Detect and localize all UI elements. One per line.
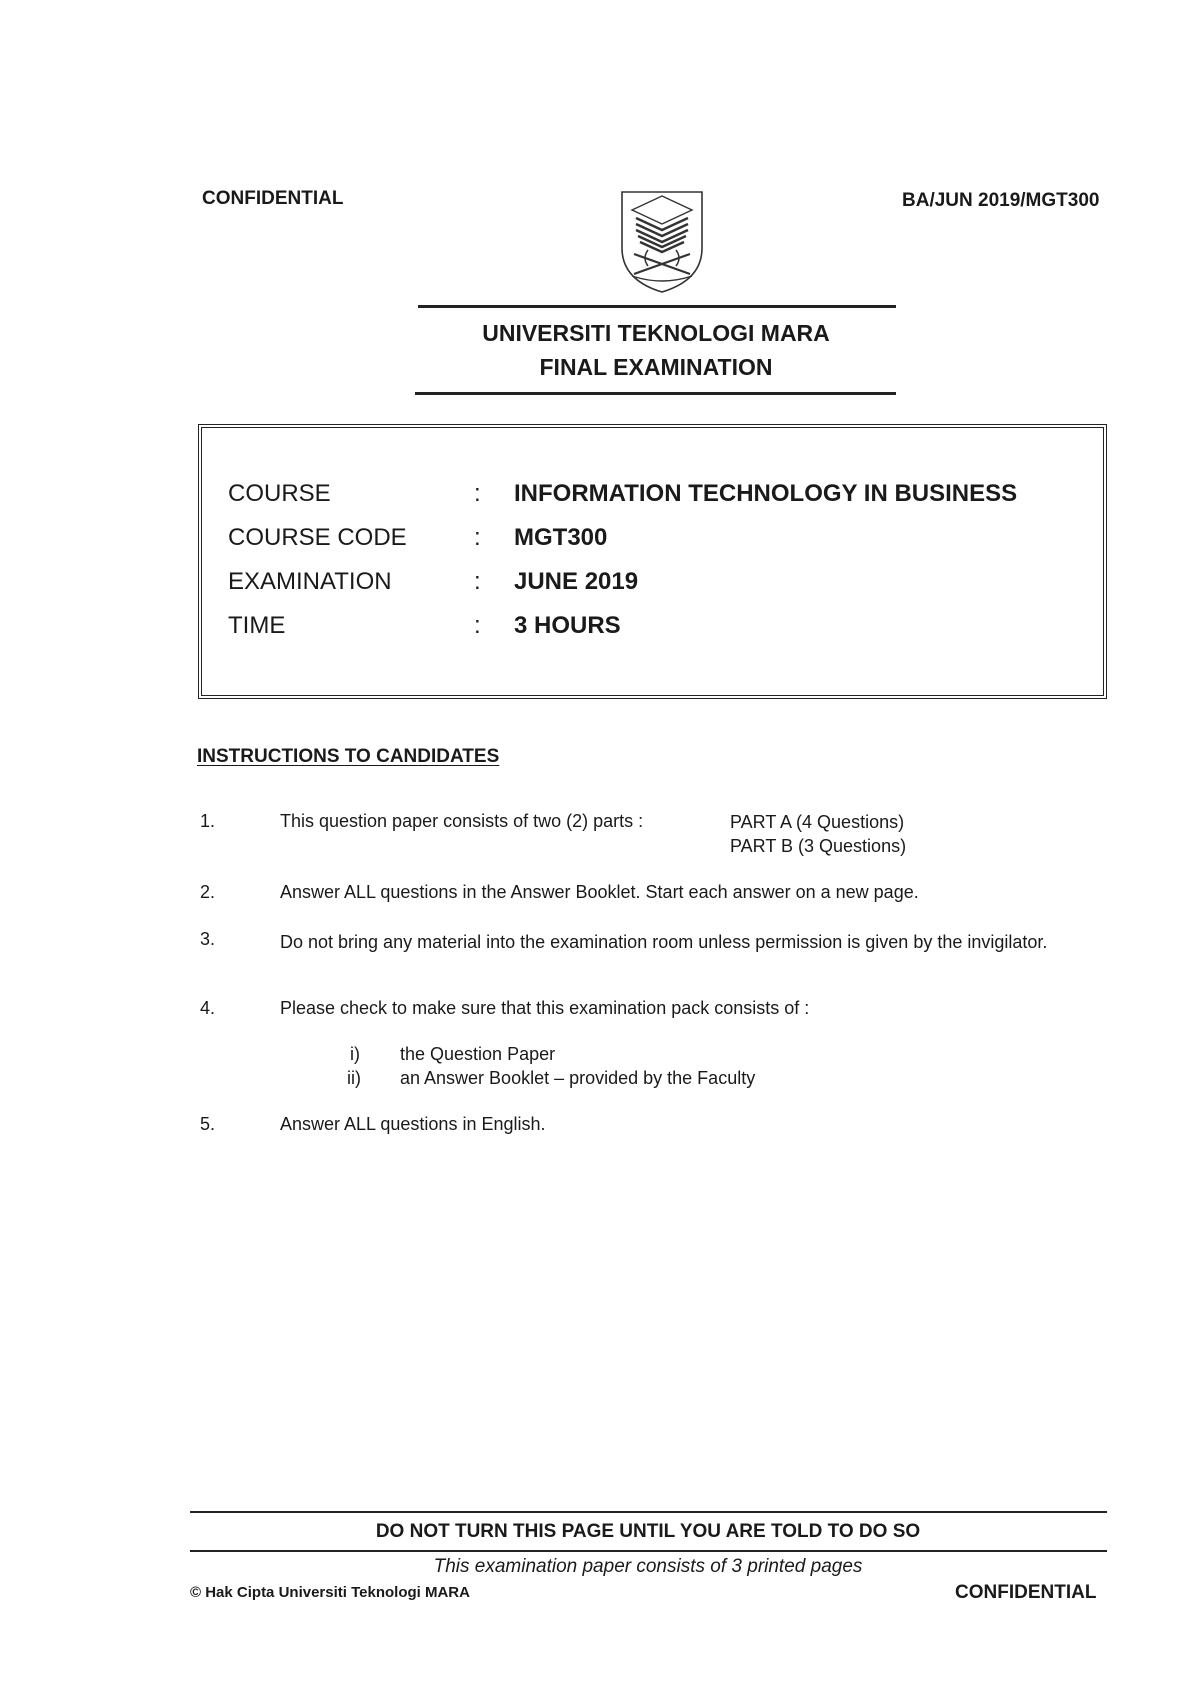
paper-code: BA/JUN 2019/MGT300: [902, 190, 1100, 211]
confidential-label-bottom: CONFIDENTIAL: [955, 1582, 1097, 1603]
sub-item-number: i): [350, 1044, 360, 1064]
course-code-colon: :: [474, 524, 481, 551]
course-details-box: [198, 424, 1107, 699]
course-row: [202, 480, 1103, 510]
instruction-text: Please check to make sure that this examination pack consists of :: [280, 998, 810, 1018]
instruction-text: Do not bring any material into the examination room unless permission is given by the invigilator.: [280, 932, 1048, 952]
instruction-number: 2.: [200, 882, 216, 902]
course-colon: :: [474, 480, 481, 507]
sub-item-number: ii): [347, 1068, 361, 1088]
university-crest-icon: [618, 188, 706, 296]
sub-item-text: the Question Paper: [400, 1044, 556, 1064]
page-count-note: This examination paper consists of 3 printed pages: [433, 1556, 863, 1577]
instruction-text: This question paper consists of two (2) parts :: [280, 811, 644, 831]
examination-label: EXAMINATION: [228, 568, 392, 595]
time-label: TIME: [228, 612, 286, 639]
copyright-notice: © Hak Cipta Universiti Teknologi MARA: [190, 1584, 470, 1601]
time-row: [202, 612, 1103, 642]
course-code-value: MGT300: [514, 524, 608, 551]
instruction-number: 1.: [200, 811, 216, 831]
instruction-text: Answer ALL questions in the Answer Booklet. Start each answer on a new page.: [280, 882, 919, 902]
course-value: INFORMATION TECHNOLOGY IN BUSINESS: [514, 480, 1018, 507]
exam-title: FINAL EXAMINATION: [539, 354, 773, 380]
course-code-label: COURSE CODE: [228, 524, 407, 551]
instruction-number: 5.: [200, 1114, 216, 1134]
course-label: COURSE: [228, 480, 331, 507]
header-rule-top: [418, 305, 896, 308]
header-rule-bottom: [415, 392, 896, 395]
examination-colon: :: [474, 568, 481, 595]
course-code-row: [202, 524, 1103, 554]
instructions-heading: INSTRUCTIONS TO CANDIDATES: [197, 746, 500, 767]
instruction-number: 4.: [200, 998, 216, 1018]
footer-rule-top: [190, 1511, 1107, 1513]
instruction-text: Answer ALL questions in English.: [280, 1114, 546, 1134]
confidential-label-top: CONFIDENTIAL: [202, 188, 344, 209]
instruction-number: 3.: [200, 929, 216, 949]
footer-rule-bottom: [190, 1550, 1107, 1552]
university-name: UNIVERSITI TEKNOLOGI MARA: [482, 320, 830, 346]
sub-item-text: an Answer Booklet – provided by the Faculty: [400, 1068, 756, 1088]
time-colon: :: [474, 612, 481, 639]
examination-value: JUNE 2019: [514, 568, 639, 595]
part-a-text: PART A (4 Questions): [730, 812, 905, 832]
part-b-text: PART B (3 Questions): [730, 836, 907, 856]
time-value: 3 HOURS: [514, 612, 621, 639]
do-not-turn-warning: DO NOT TURN THIS PAGE UNTIL YOU ARE TOLD TO DO SO: [375, 1521, 921, 1542]
examination-row: [202, 568, 1103, 598]
